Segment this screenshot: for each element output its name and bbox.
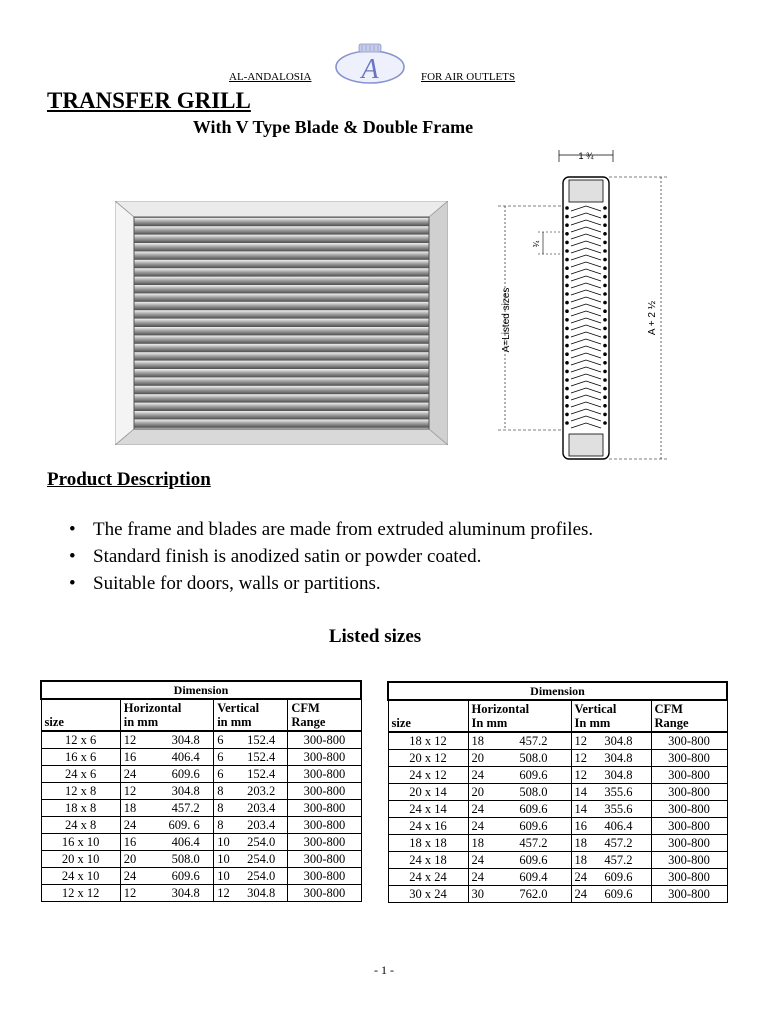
- horizontal-cell: [468, 852, 571, 869]
- vertical-header-label: Vertical: [574, 702, 617, 716]
- horizontal-cell: [120, 766, 213, 783]
- horizontal-mm: 609.6: [519, 819, 548, 833]
- company-tagline: FOR AIR OUTLETS: [421, 71, 516, 83]
- cfm-cell: 300-800: [288, 749, 361, 766]
- size-cell: 24 x 12: [388, 767, 468, 784]
- listed-sizes-heading: Listed sizes: [328, 626, 422, 647]
- horizontal-in: 20: [471, 751, 484, 765]
- cfm-cell: 300-800: [651, 767, 727, 784]
- table-row: [388, 852, 727, 869]
- size-header-sub: size: [44, 715, 64, 729]
- size-cell: 24 x 18: [388, 852, 468, 869]
- sizes-table-right: [387, 681, 728, 903]
- company-name: AL-ANDALOSIA: [229, 71, 312, 83]
- horizontal-mm: 609.6: [519, 768, 548, 782]
- horizontal-mm: 762.0: [519, 887, 548, 901]
- cfm-cell: 300-800: [288, 766, 361, 783]
- vertical-in: 6: [217, 767, 224, 781]
- vertical-in: 12: [574, 751, 587, 765]
- vertical-mm: 203.4: [247, 818, 276, 832]
- horizontal-header: [120, 699, 213, 731]
- table-row: [41, 800, 361, 817]
- vertical-header-sub: In mm: [574, 716, 611, 730]
- vertical-in: 10: [217, 835, 230, 849]
- cfm-cell: 300-800: [288, 800, 361, 817]
- table-row: [388, 767, 727, 784]
- cfm-cell: 300-800: [288, 868, 361, 885]
- horizontal-cell: [468, 869, 571, 886]
- product-description-heading: Product Description: [47, 469, 211, 490]
- vertical-cell: [571, 767, 651, 784]
- horizontal-in: 18: [471, 734, 484, 748]
- vertical-in: 8: [217, 784, 224, 798]
- size-header: [41, 699, 120, 731]
- size-cell: 18 x 8: [41, 800, 120, 817]
- size-cell: 12 x 8: [41, 783, 120, 800]
- horizontal-cell: [120, 868, 213, 885]
- horizontal-mm: 609.6: [519, 853, 548, 867]
- vertical-mm: 203.2: [247, 784, 276, 798]
- cfm-cell: 300-800: [651, 818, 727, 835]
- vertical-in: 24: [574, 870, 587, 884]
- size-header: [388, 700, 468, 732]
- size-cell: 18 x 12: [388, 732, 468, 750]
- dimension-header: Dimension: [388, 682, 727, 700]
- vertical-in: 6: [217, 733, 224, 747]
- vertical-header: [214, 699, 288, 731]
- size-cell: 24 x 8: [41, 817, 120, 834]
- cfm-cell: 300-800: [288, 817, 361, 834]
- vertical-mm: 304.8: [247, 886, 276, 900]
- table-row: [41, 731, 361, 749]
- vertical-cell: [571, 784, 651, 801]
- vertical-header-sub: in mm: [217, 715, 252, 729]
- horizontal-mm: 609.6: [171, 869, 200, 883]
- size-cell: 12 x 12: [41, 885, 120, 902]
- horizontal-in: 12: [123, 886, 137, 900]
- size-cell: 24 x 16: [388, 818, 468, 835]
- size-cell: 24 x 24: [388, 869, 468, 886]
- vertical-mm: 152.4: [247, 733, 276, 747]
- size-cell: 12 x 6: [41, 731, 120, 749]
- vertical-cell: [571, 886, 651, 903]
- vertical-mm: 609.6: [604, 870, 633, 884]
- overall-dimension-label: A + 2 ½: [647, 300, 658, 336]
- vertical-in: 18: [574, 853, 587, 867]
- horizontal-in: 24: [471, 768, 484, 782]
- vertical-mm: 304.8: [604, 768, 633, 782]
- vertical-cell: [214, 800, 288, 817]
- grill-front-view: [115, 201, 448, 450]
- table-row: [388, 750, 727, 767]
- horizontal-cell: [120, 834, 213, 851]
- vertical-cell: [571, 732, 651, 750]
- vertical-mm: 457.2: [604, 853, 633, 867]
- svg-text:A: A: [361, 54, 379, 85]
- horizontal-cell: [120, 851, 213, 868]
- horizontal-mm: 304.8: [171, 784, 200, 798]
- vertical-cell: [571, 750, 651, 767]
- horizontal-mm: 457.2: [519, 836, 548, 850]
- page-subtitle: With V Type Blade & Double Frame: [192, 117, 474, 137]
- sizes-table-left: [40, 680, 362, 902]
- size-cell: 16 x 10: [41, 834, 120, 851]
- horizontal-cell: [468, 835, 571, 852]
- cfm-cell: 300-800: [651, 801, 727, 818]
- cfm-cell: 300-800: [651, 784, 727, 801]
- size-cell: 24 x 14: [388, 801, 468, 818]
- table-row: [41, 817, 361, 834]
- horizontal-mm: 304.8: [171, 733, 200, 747]
- horizontal-mm: 508.0: [171, 852, 200, 866]
- cfm-header-label: CFM: [291, 701, 320, 715]
- list-item: • Standard finish is anodized satin or powder coated.: [47, 543, 593, 570]
- column-header-row: [388, 700, 727, 732]
- horizontal-mm: 609.6: [519, 802, 548, 816]
- vertical-cell: [214, 749, 288, 766]
- vertical-cell: [214, 851, 288, 868]
- table-row: [388, 818, 727, 835]
- vertical-cell: [571, 801, 651, 818]
- vertical-mm: 254.0: [247, 869, 276, 883]
- vertical-mm: 254.0: [247, 852, 276, 866]
- dimension-header: Dimension: [41, 681, 361, 699]
- size-header-sub: size: [391, 716, 411, 730]
- horizontal-header-sub: In mm: [471, 716, 508, 730]
- horizontal-header-label: Horizontal: [471, 702, 530, 716]
- vertical-in: 14: [574, 785, 587, 799]
- horizontal-cell: [120, 885, 213, 902]
- vertical-cell: [214, 766, 288, 783]
- table-row: [41, 851, 361, 868]
- size-cell: 20 x 10: [41, 851, 120, 868]
- horizontal-cell: [468, 801, 571, 818]
- horizontal-in: 24: [471, 870, 484, 884]
- horizontal-mm: 304.8: [171, 886, 200, 900]
- cfm-header-sub: Range: [291, 715, 326, 729]
- vertical-cell: [214, 834, 288, 851]
- cfm-cell: 300-800: [651, 869, 727, 886]
- listed-size-dimension-label: A=Listed sizes: [501, 287, 512, 353]
- table-row: [41, 868, 361, 885]
- horizontal-mm: 457.2: [519, 734, 548, 748]
- top-dimension-label: 1 ¾: [578, 151, 594, 161]
- horizontal-cell: [120, 731, 213, 749]
- horizontal-in: 20: [471, 785, 484, 799]
- horizontal-in: 24: [123, 869, 137, 883]
- vertical-cell: [214, 817, 288, 834]
- horizontal-cell: [468, 732, 571, 750]
- table-row: [41, 783, 361, 800]
- horizontal-cell: [120, 749, 213, 766]
- vertical-in: 8: [217, 801, 224, 815]
- cfm-header: [288, 699, 361, 731]
- size-cell: 24 x 6: [41, 766, 120, 783]
- product-description-list: [47, 516, 593, 597]
- cfm-cell: 300-800: [651, 852, 727, 869]
- cfm-cell: 300-800: [651, 886, 727, 903]
- company-logo: [333, 40, 407, 88]
- vertical-cell: [214, 731, 288, 749]
- grill-section-drawing: [493, 146, 673, 471]
- vertical-mm: 355.6: [604, 802, 633, 816]
- horizontal-mm: 406.4: [171, 750, 200, 764]
- dimension-header-row: [388, 682, 727, 700]
- horizontal-mm: 609. 6: [168, 818, 200, 832]
- table-row: [388, 784, 727, 801]
- horizontal-cell: [120, 817, 213, 834]
- cfm-cell: 300-800: [651, 732, 727, 750]
- cfm-cell: 300-800: [651, 750, 727, 767]
- vertical-mm: 254.0: [247, 835, 276, 849]
- table-row: [41, 749, 361, 766]
- table-row: [388, 886, 727, 903]
- vertical-cell: [571, 835, 651, 852]
- horizontal-in: 16: [123, 835, 137, 849]
- cfm-header-label: CFM: [654, 702, 683, 716]
- column-header-row: [41, 699, 361, 731]
- horizontal-mm: 457.2: [171, 801, 200, 815]
- horizontal-mm: 609.4: [519, 870, 548, 884]
- vertical-header: [571, 700, 651, 732]
- vertical-in: 12: [574, 768, 587, 782]
- size-cell: 16 x 6: [41, 749, 120, 766]
- dimension-header-row: [41, 681, 361, 699]
- page-title: TRANSFER GRILL: [47, 88, 251, 113]
- horizontal-in: 30: [471, 887, 484, 901]
- list-item: • The frame and blades are made from extruded aluminum profiles.: [47, 516, 593, 543]
- horizontal-in: 24: [123, 767, 137, 781]
- vertical-header-label: Vertical: [217, 701, 260, 715]
- vertical-in: 8: [217, 818, 224, 832]
- horizontal-in: 18: [123, 801, 137, 815]
- horizontal-in: 18: [471, 836, 484, 850]
- vertical-in: 14: [574, 802, 587, 816]
- vertical-in: 12: [574, 734, 587, 748]
- horizontal-cell: [468, 818, 571, 835]
- cfm-cell: 300-800: [651, 835, 727, 852]
- horizontal-in: 24: [123, 818, 137, 832]
- size-cell: 20 x 12: [388, 750, 468, 767]
- page-number: - 1 -: [374, 963, 394, 977]
- horizontal-cell: [468, 784, 571, 801]
- table-row: [388, 869, 727, 886]
- vertical-mm: 609.6: [604, 887, 633, 901]
- vertical-in: 12: [217, 886, 230, 900]
- list-item: • Suitable for doors, walls or partitions.: [47, 570, 593, 597]
- vertical-cell: [571, 869, 651, 886]
- horizontal-header-label: Horizontal: [123, 701, 182, 715]
- horizontal-in: 24: [471, 802, 484, 816]
- vertical-cell: [214, 885, 288, 902]
- horizontal-in: 16: [123, 750, 137, 764]
- cfm-header-sub: Range: [654, 716, 689, 730]
- cfm-header: [651, 700, 727, 732]
- vertical-cell: [571, 852, 651, 869]
- horizontal-header: [468, 700, 571, 732]
- horizontal-header-sub: in mm: [123, 715, 159, 729]
- vertical-mm: 457.2: [604, 836, 633, 850]
- horizontal-mm: 406.4: [171, 835, 200, 849]
- cfm-cell: 300-800: [288, 731, 361, 749]
- horizontal-cell: [120, 783, 213, 800]
- size-cell: 20 x 14: [388, 784, 468, 801]
- table-row: [388, 732, 727, 750]
- vertical-mm: 152.4: [247, 767, 276, 781]
- vertical-in: 18: [574, 836, 587, 850]
- vertical-in: 10: [217, 852, 230, 866]
- size-cell: 24 x 10: [41, 868, 120, 885]
- size-cell: 30 x 24: [388, 886, 468, 903]
- vertical-mm: 203.4: [247, 801, 276, 815]
- table-row: [41, 885, 361, 902]
- blade-pitch-label: ¾: [532, 240, 541, 248]
- vertical-cell: [571, 818, 651, 835]
- table-row: [388, 835, 727, 852]
- horizontal-cell: [120, 800, 213, 817]
- table-row: [41, 834, 361, 851]
- horizontal-mm: 508.0: [519, 751, 548, 765]
- size-cell: 18 x 18: [388, 835, 468, 852]
- horizontal-in: 12: [123, 784, 137, 798]
- horizontal-in: 12: [123, 733, 137, 747]
- table-row: [41, 766, 361, 783]
- table-row: [388, 801, 727, 818]
- vertical-in: 10: [217, 869, 230, 883]
- horizontal-mm: 508.0: [519, 785, 548, 799]
- cfm-cell: 300-800: [288, 834, 361, 851]
- vertical-cell: [214, 783, 288, 800]
- cfm-cell: 300-800: [288, 851, 361, 868]
- cfm-cell: 300-800: [288, 783, 361, 800]
- vertical-cell: [214, 868, 288, 885]
- vertical-mm: 304.8: [604, 751, 633, 765]
- horizontal-cell: [468, 767, 571, 784]
- horizontal-in: 24: [471, 853, 484, 867]
- vertical-mm: 304.8: [604, 734, 633, 748]
- vertical-in: 24: [574, 887, 587, 901]
- cfm-cell: 300-800: [288, 885, 361, 902]
- horizontal-cell: [468, 886, 571, 903]
- vertical-in: 6: [217, 750, 224, 764]
- vertical-mm: 406.4: [604, 819, 633, 833]
- horizontal-mm: 609.6: [171, 767, 200, 781]
- horizontal-in: 20: [123, 852, 137, 866]
- vertical-in: 16: [574, 819, 587, 833]
- horizontal-in: 24: [471, 819, 484, 833]
- vertical-mm: 355.6: [604, 785, 633, 799]
- horizontal-cell: [468, 750, 571, 767]
- vertical-mm: 152.4: [247, 750, 276, 764]
